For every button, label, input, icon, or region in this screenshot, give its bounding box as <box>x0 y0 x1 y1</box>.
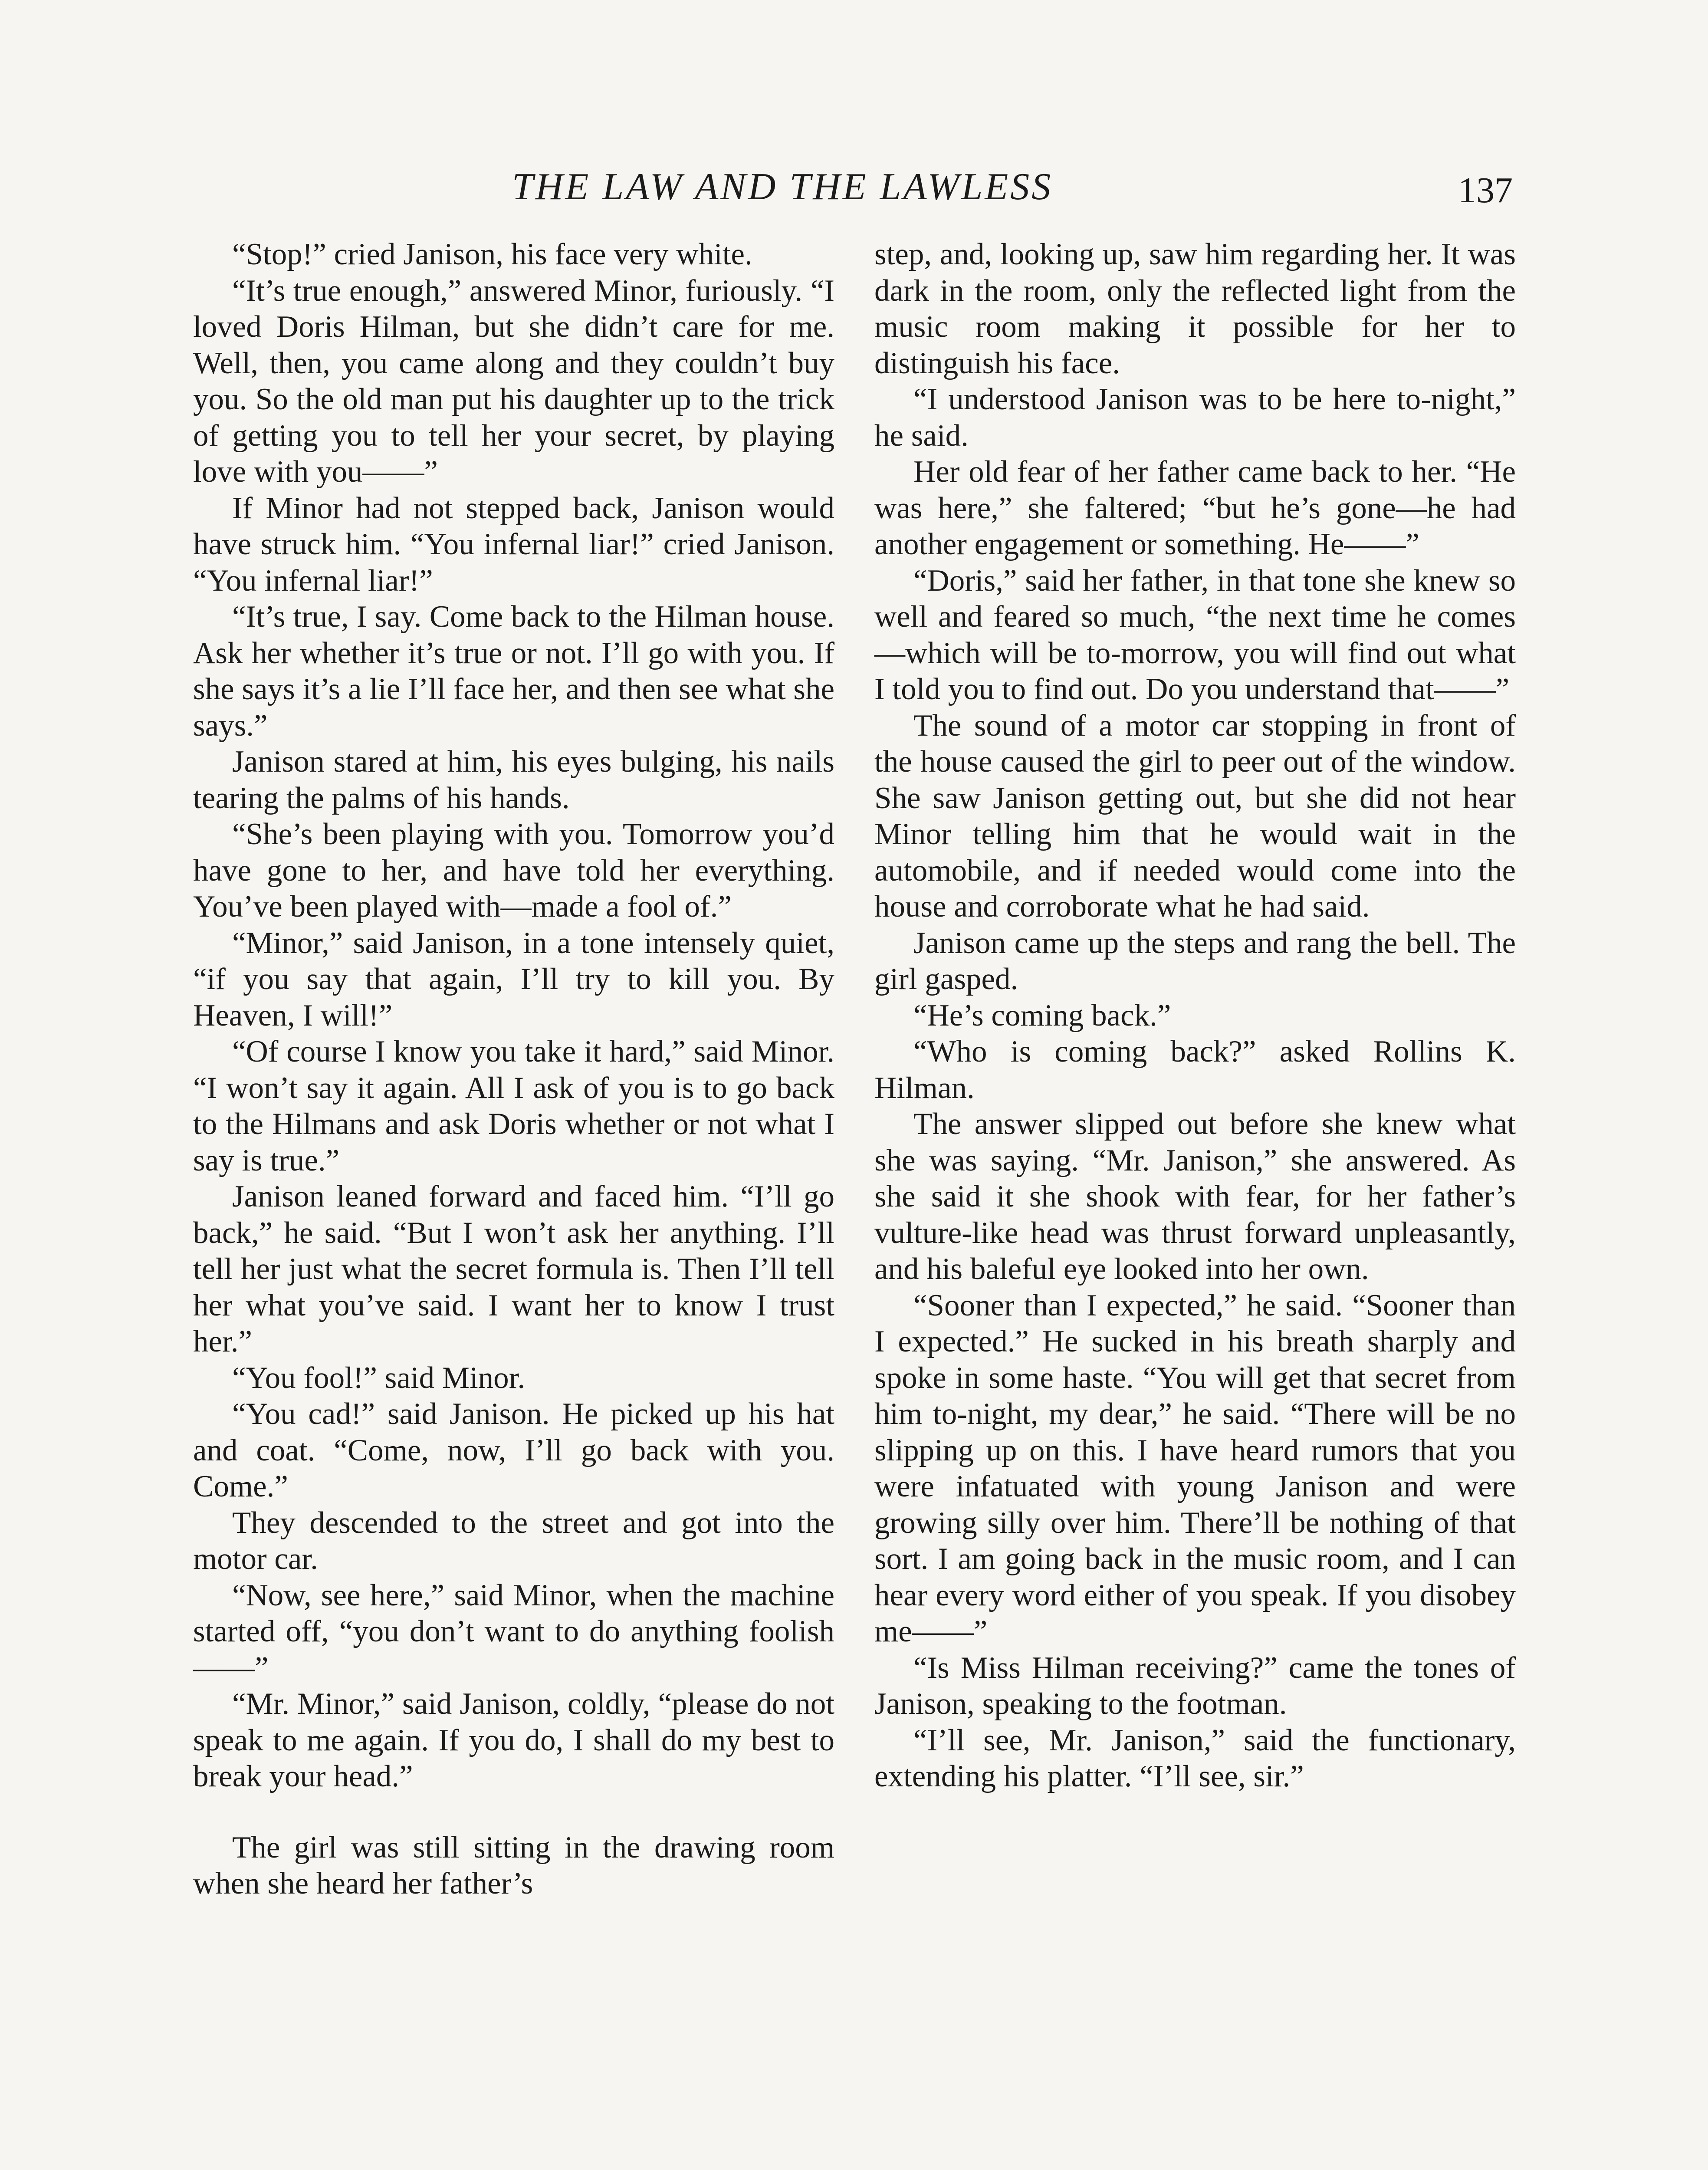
paragraph-continued: step, and, looking up, saw him regarding her. It was dark in the room, only the reflected light from the music room making it possible for her to distinguish his face. <box>874 237 1516 380</box>
paragraph: “I’ll see, Mr. Janison,” said the functionary, extending his platter. “I’ll see, sir.” <box>874 1723 1516 1793</box>
paragraph-section-break: The girl was still sitting in the drawing room when she heard her father’s <box>193 1830 834 1900</box>
right-column <box>874 237 1516 1795</box>
paragraph: “Mr. Minor,” said Janison, coldly, “please do not speak to me again. If you do, I shall do my best to break your head.” <box>193 1687 834 1793</box>
paragraph: “He’s coming back.” <box>913 998 1171 1032</box>
paragraph: “Sooner than I expected,” he said. “Sooner than I expected.” He sucked in his breath sharply and spoke in some haste. “You will get that secret from him to-night, my dear,” he said. “There will be no slipping up on this. I have heard rumors that you were infatuated with young Janison and were growing silly over him. There’ll be nothing of that sort. I am going back in the music room, and I can hear every word either of you speak. If you disobey me——” <box>874 1288 1516 1648</box>
paragraph: Janison leaned forward and faced him. “I’ll go back,” he said. “But I won’t ask her anything. I’ll tell her just what the secret formula is. Then I’ll tell her what you’ve said. I want her to know I trust her.” <box>193 1180 834 1358</box>
running-title: THE LAW AND THE LAWLESS <box>512 166 1053 208</box>
paragraph: “She’s been playing with you. Tomorrow you’d have gone to her, and have told her everything. You’ve been played with—made a fool of.” <box>193 817 834 924</box>
paragraph: Janison stared at him, his eyes bulging, his nails tearing the palms of his hands. <box>193 745 834 815</box>
paragraph: “It’s true, I say. Come back to the Hilman house. Ask her whether it’s true or not. I’ll go with you. If she says it’s a lie I’ll face her, and then see what she says.” <box>193 600 834 743</box>
paragraph: “Doris,” said her father, in that tone she knew so well and feared so much, “the next time he comes—which will be to-morrow, you will find out what I told you to find out. Do you understand that——” <box>874 563 1516 706</box>
paragraph: “Is Miss Hilman receiving?” came the tones of Janison, speaking to the footman. <box>874 1651 1516 1721</box>
paragraph: They descended to the street and got into the motor car. <box>193 1506 834 1576</box>
paragraph: The sound of a motor car stopping in front of the house caused the girl to peer out of the window. She saw Janison getting out, but she did not hear Minor telling him that he would wait in the automobile, and if needed would come into the house and corroborate what he had said. <box>874 708 1516 924</box>
paragraph: “Of course I know you take it hard,” said Minor. “I won’t say it again. All I ask of you is to go back to the Hilmans and ask Doris whether or not what I say is true.” <box>193 1035 834 1177</box>
paragraph: “You cad!” said Janison. He picked up his hat and coat. “Come, now, I’ll go back with you. Come.” <box>193 1397 834 1503</box>
paragraph: “Now, see here,” said Minor, when the machine started off, “you don’t want to do anything foolish——” <box>193 1578 834 1685</box>
paragraph: “Stop!” cried Janison, his face very white. <box>232 237 752 271</box>
paragraph: If Minor had not stepped back, Janison would have struck him. “You infernal liar!” cried Janison. “You infernal liar!” <box>193 491 834 598</box>
paragraph: “I understood Janison was to be here to-night,” he said. <box>874 382 1516 453</box>
paragraph: Her old fear of her father came back to her. “He was here,” she faltered; “but he’s gone—he had another engagement or something. He——” <box>874 455 1516 561</box>
paragraph: “Minor,” said Janison, in a tone intensely quiet, “if you say that again, I’ll try to kill you. By Heaven, I will!” <box>193 926 834 1032</box>
paragraph: “You fool!” said Minor. <box>232 1361 526 1395</box>
left-column <box>193 237 834 1902</box>
paragraph: “It’s true enough,” answered Minor, furiously. “I loved Doris Hilman, but she didn’t care for me. Well, then, you came along and they couldn’t buy you. So the old man put his daughter up to the trick of getting you to tell her your secret, by playing love with you——” <box>193 273 834 489</box>
paragraph: “Who is coming back?” asked Rollins K. Hilman. <box>874 1035 1516 1105</box>
page-number: 137 <box>1458 170 1513 210</box>
paragraph: The answer slipped out before she knew what she was saying. “Mr. Janison,” she answered. As she said it she shook with fear, for her father’s vulture-like head was thrust forward unpleasantly, and his baleful eye looked into her own. <box>874 1107 1516 1286</box>
paragraph: Janison came up the steps and rang the bell. The girl gasped. <box>874 926 1516 996</box>
